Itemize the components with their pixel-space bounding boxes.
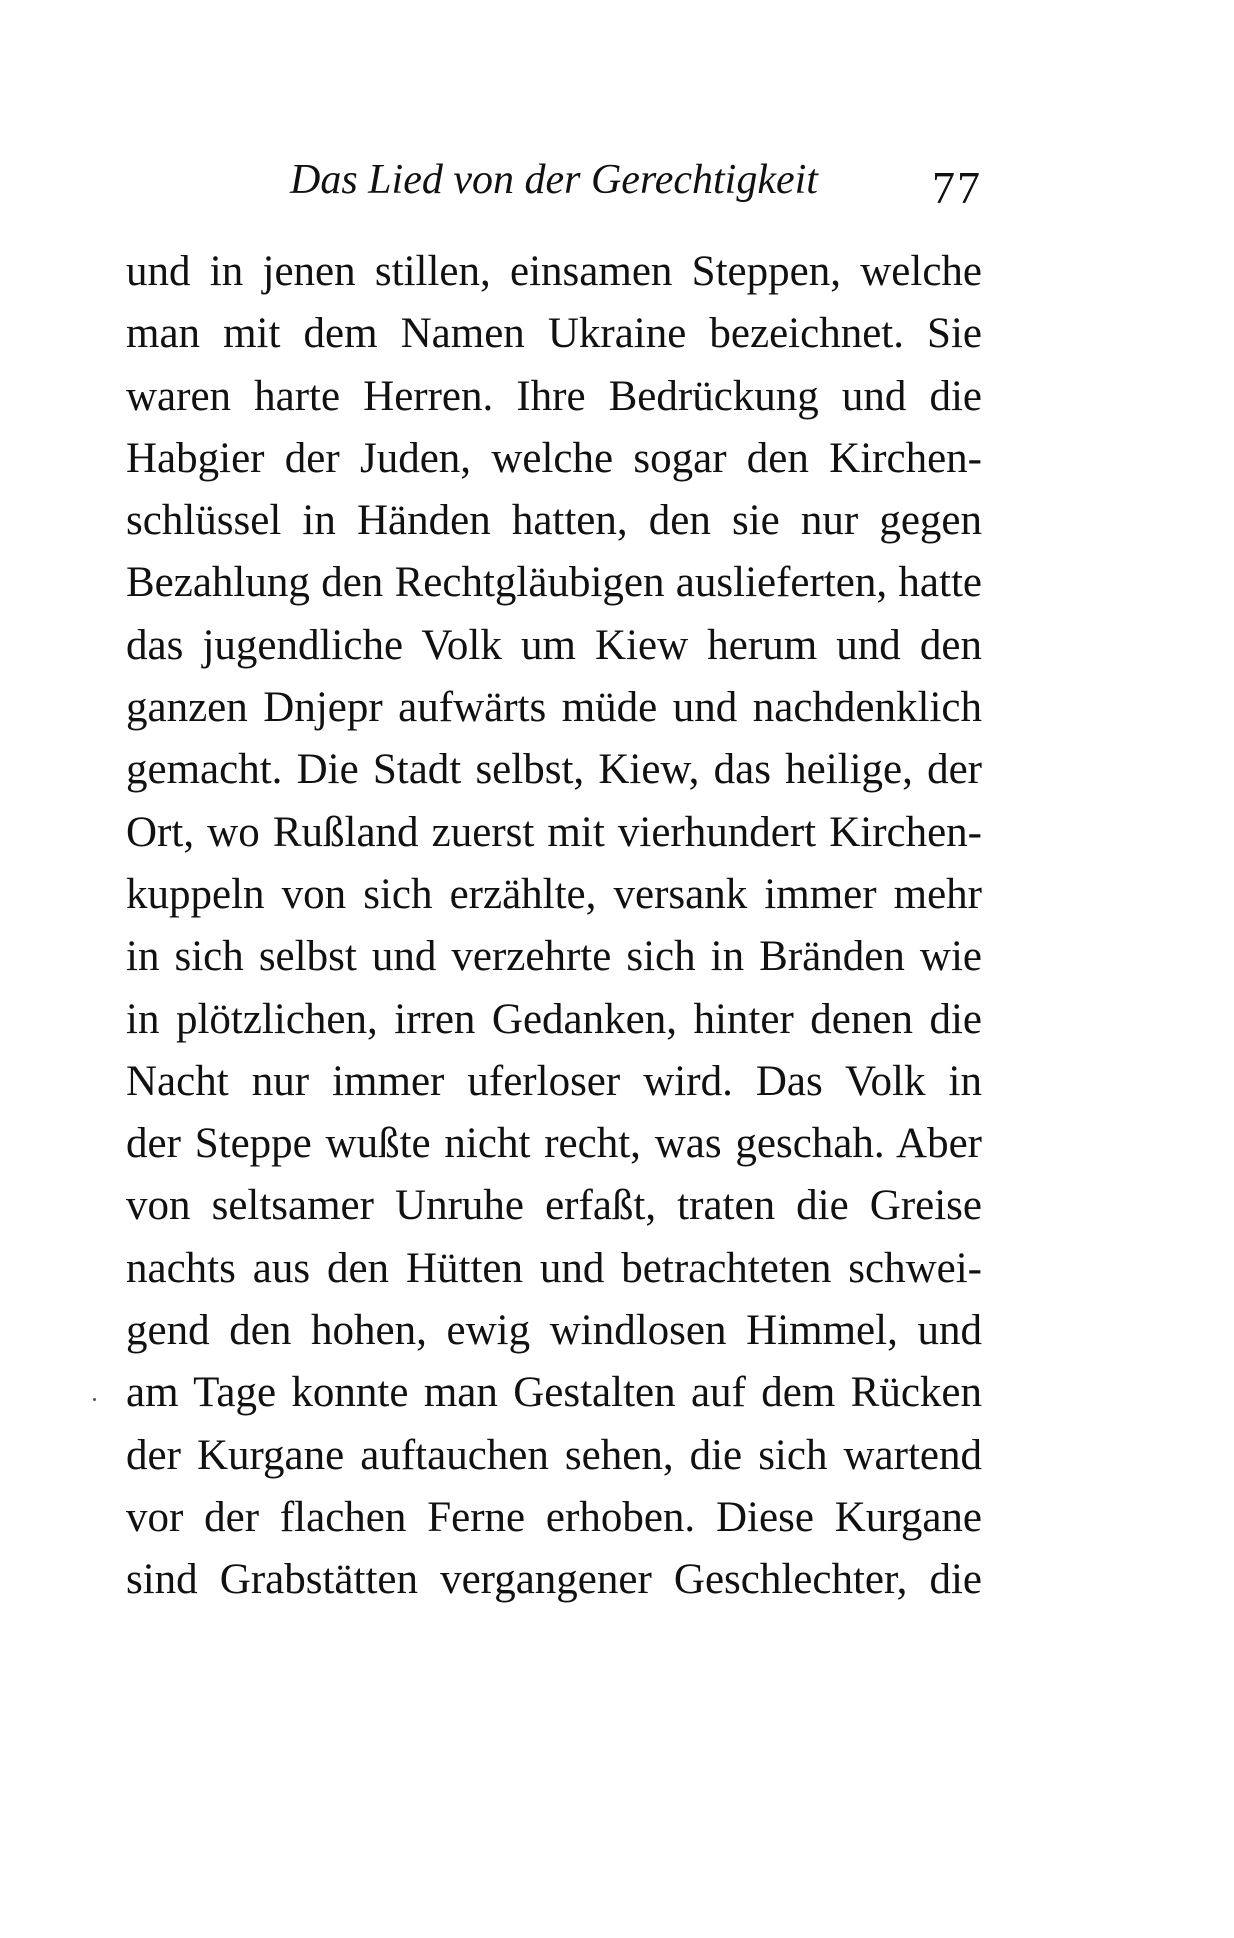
- text-line: vor der flachen Ferne erhoben. Diese Kurgane: [126, 1493, 982, 1541]
- text-line: Habgier der Juden, welche sogar den Kirchen-: [126, 434, 982, 482]
- text-line: in plötzlichen, irren Gedanken, hinter denen die: [126, 995, 982, 1043]
- text-line: und in jenen stillen, einsamen Steppen, welche: [126, 248, 982, 295]
- text-line: Bezahlung den Rechtgläubigen auslieferten, hatte: [126, 559, 982, 607]
- text-line: Nacht nur immer uferloser wird. Das Volk in: [126, 1057, 982, 1105]
- text-line: ganzen Dnjepr aufwärts müde und nachdenklich: [126, 684, 982, 732]
- body-text: [126, 241, 982, 1612]
- text-line: sind Grabstätten vergangener Geschlechter, die: [126, 1556, 982, 1604]
- running-title: Das Lied von der Gerechtigkeit: [290, 157, 818, 203]
- text-line: man mit dem Namen Ukraine bezeichnet. Sie: [126, 310, 982, 358]
- text-line: nachts aus den Hütten und betrachteten schwei-: [126, 1244, 982, 1292]
- text-line: gend den hohen, ewig windlosen Himmel, und: [126, 1307, 982, 1355]
- text-line: schlüssel in Händen hatten, den sie nur gegen: [126, 497, 982, 545]
- text-line: der Kurgane auftauchen sehen, die sich wartend: [126, 1431, 982, 1479]
- text-line: das jugendliche Volk um Kiew herum und den: [126, 621, 982, 669]
- text-line: am Tage konnte man Gestalten auf dem Rücken: [126, 1369, 982, 1417]
- text-line: in sich selbst und verzehrte sich in Bränden wie: [126, 933, 982, 981]
- text-line: kuppeln von sich erzählte, versank immer mehr: [126, 870, 982, 918]
- print-speck: [93, 1398, 96, 1401]
- text-line: der Steppe wußte nicht recht, was geschah. Aber: [126, 1120, 982, 1168]
- page-number: 77: [932, 162, 982, 213]
- text-line: von seltsamer Unruhe erfaßt, traten die Greise: [126, 1182, 982, 1230]
- text-line: gemacht. Die Stadt selbst, Kiew, das heilige, der: [126, 746, 982, 794]
- text-line: waren harte Herren. Ihre Bedrückung und die: [126, 372, 982, 420]
- text-line: Ort, wo Rußland zuerst mit vierhundert Kirchen-: [126, 808, 982, 856]
